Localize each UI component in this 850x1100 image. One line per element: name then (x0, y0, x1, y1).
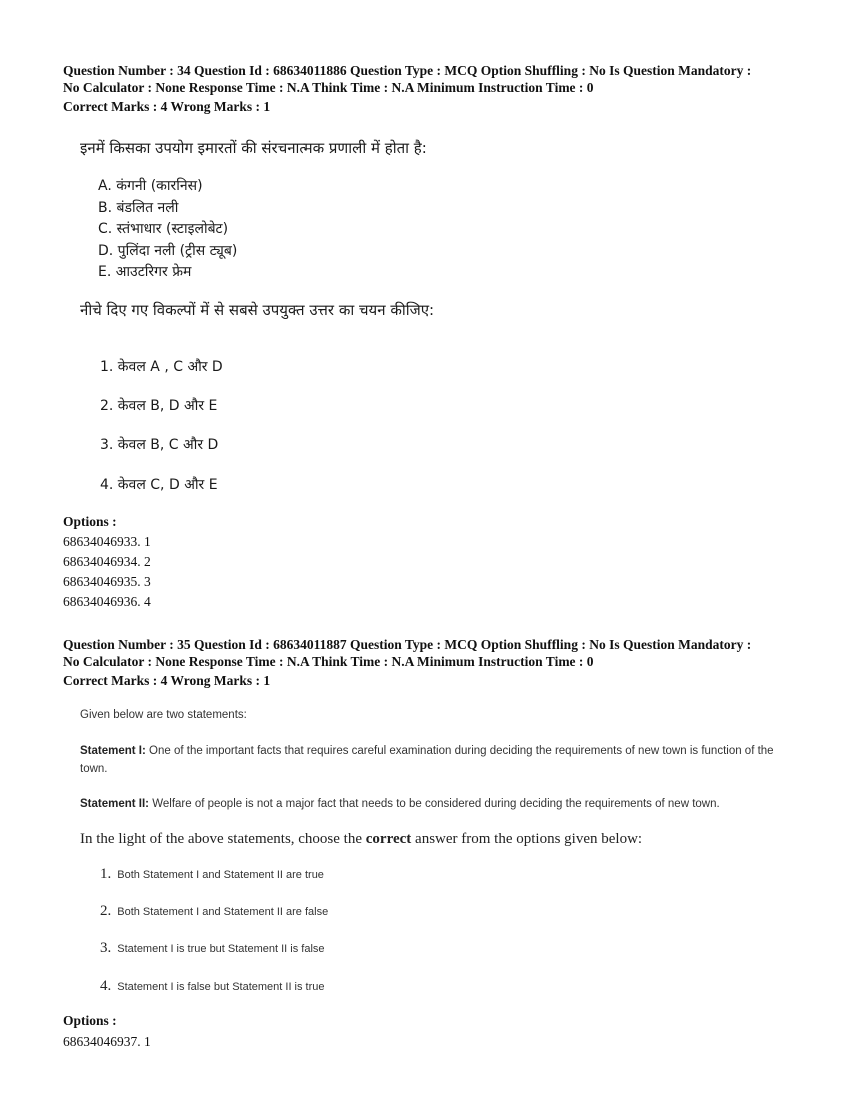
q35-meta-line1: Question Number : 35 Question Id : 68634011887 Question Type : MCQ Option Shuffling : No Is Question Mandatory : (63, 637, 752, 652)
q35-meta-line2: No Calculator : None Response Time : N.A Think Time : N.A Minimum Instruction Time : 0 (63, 654, 594, 669)
q35-choice-3-text: Statement I is true but Statement II is false (117, 943, 325, 955)
q35-statement-1-label: Statement I: (80, 745, 146, 757)
q35-instruction-pre: In the light of the above statements, choose the (80, 831, 363, 847)
q35-statement-2 (80, 795, 800, 813)
q34-options-label: Options : (63, 514, 117, 529)
q35-instruction-post: answer from the options given below: (415, 831, 643, 847)
q35-choice-4-number: 4. (100, 978, 112, 994)
q34-item-c: C. स्तंभाधार (स्टाइलोबेट) (98, 221, 229, 237)
q34-item-d: D. पुलिंदा नली (ट्रीस ट्यूब) (98, 242, 238, 259)
q35-choice-4 (100, 978, 325, 995)
q35-choice-2 (100, 903, 328, 920)
q34-item-a: A. कंगनी (कारनिस) (98, 178, 203, 194)
q34-item-e: E. आउटरिगर फ्रेम (98, 264, 192, 280)
q35-choice-4-text: Statement I is false but Statement II is true (117, 981, 325, 993)
q34-meta-line1: Question Number : 34 Question Id : 68634011886 Question Type : MCQ Option Shuffling : No Is Question Mandatory : (63, 63, 752, 78)
q35-choice-1-number: 1. (100, 866, 112, 882)
q34-meta-line3: Correct Marks : 4 Wrong Marks : 1 (63, 99, 271, 114)
q34-question-text: इनमें किसका उपयोग इमारतों की संरचनात्मक प्रणाली में होता है: (80, 139, 427, 157)
q34-choice-2: 2. केवल B, D और E (100, 398, 218, 414)
q34-item-b: B. बंडलित नली (98, 199, 179, 216)
q35-statement-1 (80, 742, 800, 778)
q34-meta-line2: No Calculator : None Response Time : N.A Think Time : N.A Minimum Instruction Time : 0 (63, 80, 594, 95)
q35-option-1: 68634046937. 1 (63, 1034, 151, 1049)
q35-instruction (80, 831, 642, 848)
q34-metadata (63, 62, 823, 115)
q35-choice-1 (100, 866, 324, 883)
q35-metadata (63, 636, 823, 689)
q35-options-label: Options : (63, 1013, 117, 1028)
q35-options-list (63, 1032, 151, 1052)
q35-choice-3 (100, 940, 325, 957)
q35-choice-3-number: 3. (100, 940, 112, 956)
q34-option-1: 68634046933. 1 (63, 534, 151, 549)
q35-choice-1-text: Both Statement I and Statement II are true (117, 869, 324, 881)
q34-choice-1: 1. केवल A , C और D (100, 359, 223, 375)
q35-choice-2-number: 2. (100, 903, 112, 919)
q35-meta-line3: Correct Marks : 4 Wrong Marks : 1 (63, 673, 271, 688)
q34-option-3: 68634046935. 3 (63, 574, 151, 589)
q34-option-2: 68634046934. 2 (63, 554, 151, 569)
q34-instruction: नीचे दिए गए विकल्पों में से सबसे उपयुक्त उत्तर का चयन कीजिए: (80, 301, 435, 319)
q35-statement-2-text: Welfare of people is not a major fact that needs to be considered during deciding the requirements of new town. (152, 798, 720, 810)
q34-choice-3: 3. केवल B, C और D (100, 437, 219, 453)
q35-instruction-bold: correct (365, 831, 412, 847)
q34-options-list (63, 532, 151, 612)
q35-statement-1-text: One of the important facts that requires careful examination during deciding the requirements of new town is function of the town. (80, 745, 774, 775)
q34-option-4: 68634046936. 4 (63, 594, 151, 609)
q35-choice-2-text: Both Statement I and Statement II are false (117, 906, 329, 918)
q34-choice-4: 4. केवल C, D और E (100, 477, 218, 493)
q35-intro: Given below are two statements: (80, 709, 247, 721)
q34-item-list (98, 176, 237, 284)
q35-statement-2-label: Statement II: (80, 798, 150, 810)
